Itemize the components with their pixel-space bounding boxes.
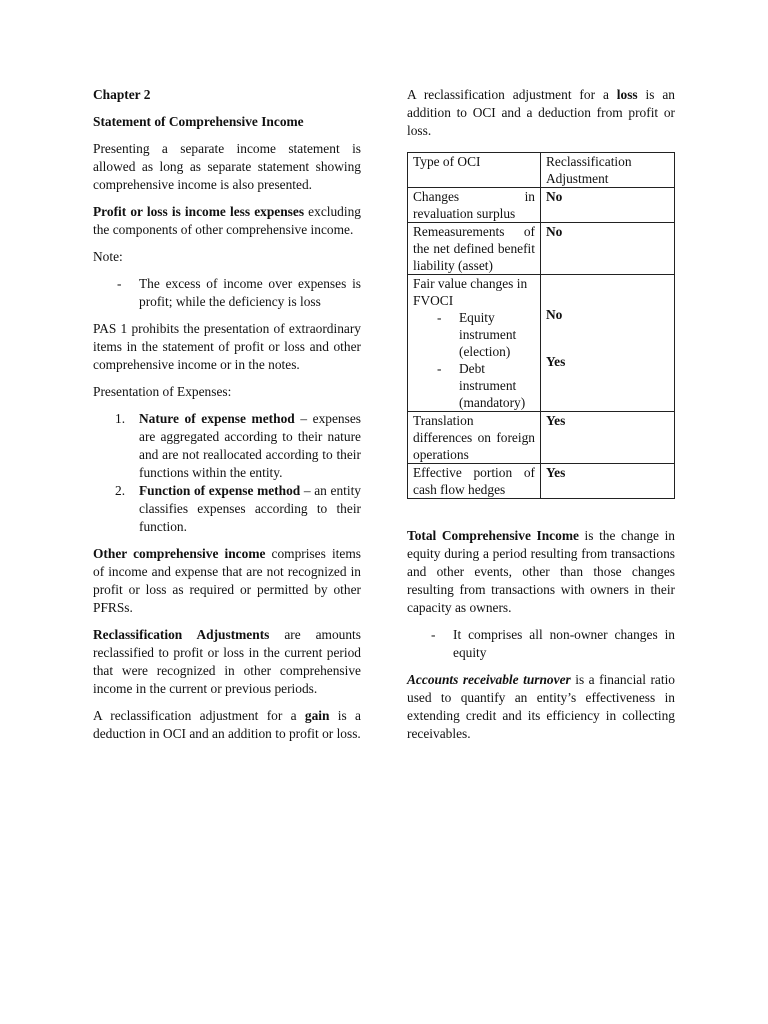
loss-text-b: is an addition to OCI and a deduction from profit or loss. xyxy=(407,87,676,138)
right-column xyxy=(407,86,675,752)
note-list xyxy=(93,275,361,311)
table-cell-type: Changes in revaluation surplus xyxy=(408,188,541,223)
tci-term: Total Comprehensive Income xyxy=(407,528,579,543)
table-cell-adjustment: Yes xyxy=(541,464,675,499)
fvoci-label: Fair value changes in FVOCI xyxy=(413,276,528,308)
table-cell-adjustment: No xyxy=(541,188,675,223)
table-cell-type: Remeasurements of the net defined benefit liability (asset) xyxy=(408,223,541,275)
paragraph-oci xyxy=(93,545,361,617)
gain-text-b: is a deduction in OCI and an addition to profit or loss. xyxy=(93,708,361,741)
table-cell-type: Effective portion of cash flow hedges xyxy=(408,464,541,499)
chapter-heading: Chapter 2 xyxy=(93,87,151,102)
table-cell-adjustment: No xyxy=(541,223,675,275)
paragraph-profit-or-loss xyxy=(93,203,361,239)
fvoci-sublist xyxy=(413,309,535,411)
gain-text-a: A reclassification adjustment for a xyxy=(93,708,305,723)
expense-methods-list xyxy=(93,410,361,536)
note-label: Note: xyxy=(93,249,123,264)
paragraph-separate-statement: Presenting a separate income statement is allowed as long as separate statement showing comprehensive income is also presented. xyxy=(93,141,361,192)
table-row xyxy=(408,464,675,499)
profit-loss-definition: excluding the components of other comprehensive income. xyxy=(93,204,361,237)
table-cell-adjustment xyxy=(541,275,675,412)
paragraph-gain xyxy=(93,707,361,743)
table-header-type: Type of OCI xyxy=(408,153,541,188)
table-row xyxy=(408,188,675,223)
method-item-nature xyxy=(93,410,361,482)
method-item-function xyxy=(93,482,361,536)
method-number: 1. xyxy=(115,411,126,426)
gain-term: gain xyxy=(304,708,330,723)
reclassification-term: Reclassification Adjustments xyxy=(93,627,270,642)
method-term: Nature of expense method xyxy=(139,411,295,426)
tci-bullet-item: - It comprises all non-owner changes in equity xyxy=(407,626,675,662)
fvoci-debt-adjustment: Yes xyxy=(546,354,566,369)
oci-table xyxy=(407,152,675,499)
left-column xyxy=(93,86,361,752)
paragraph-loss xyxy=(407,86,675,140)
loss-text-a: A reclassification adjustment for a xyxy=(407,87,617,102)
method-term: Function of expense method xyxy=(139,483,301,498)
ar-turnover-definition: is a financial ratio used to quantify an entity’s effectiveness in extending credit and its efficiency in collecting receivables. xyxy=(407,672,675,741)
table-row xyxy=(408,275,675,412)
section-title: Statement of Comprehensive Income xyxy=(93,114,304,129)
method-definition: – an entity classifies expenses according to their function. xyxy=(139,483,361,534)
oci-term: Other comprehensive income xyxy=(93,546,266,561)
table-row xyxy=(408,412,675,464)
oci-definition: comprises items of income and expense that are not recognized in profit or loss as required or permitted by other PFRSs. xyxy=(93,546,361,615)
tci-definition: is the change in equity during a period resulting from transactions and other events, other than those changes resulting from transactions with owners in their capacity as owners. xyxy=(407,528,675,615)
loss-term: loss xyxy=(616,87,638,102)
paragraph-total-comprehensive-income xyxy=(407,527,675,617)
paragraph-reclassification xyxy=(93,626,361,698)
fvoci-equity-item: - Equity instrument (election) xyxy=(413,309,535,360)
note-item: - The excess of income over expenses is profit; while the deficiency is loss xyxy=(93,275,361,311)
fvoci-debt-item: - Debt instrument (mandatory) xyxy=(413,360,535,411)
table-header-adjustment: Reclassification Adjustment xyxy=(541,153,675,188)
ar-turnover-term: Accounts receivable turnover xyxy=(407,672,571,687)
table-cell-type: Translation differences on foreign operations xyxy=(408,412,541,464)
reclassification-definition: are amounts reclassified to profit or loss in the current period that were recognized in other comprehensive income in the current or previous periods. xyxy=(93,627,361,696)
paragraph-pas1: PAS 1 prohibits the presentation of extraordinary items in the statement of profit or loss and other comprehensive income or in the notes. xyxy=(93,321,361,372)
method-number: 2. xyxy=(115,483,126,498)
table-cell-type xyxy=(408,275,541,412)
method-definition: – expenses are aggregated according to their nature and are not reallocated according to their functions within the entity. xyxy=(139,411,361,480)
presentation-label: Presentation of Expenses: xyxy=(93,384,232,399)
profit-loss-term: Profit or loss is income less expenses xyxy=(93,204,305,219)
table-header-row xyxy=(408,153,675,188)
table-row xyxy=(408,223,675,275)
paragraph-ar-turnover xyxy=(407,671,675,743)
fvoci-equity-adjustment: No xyxy=(546,307,563,322)
tci-bullet-list xyxy=(407,626,675,662)
table-cell-adjustment: Yes xyxy=(541,412,675,464)
